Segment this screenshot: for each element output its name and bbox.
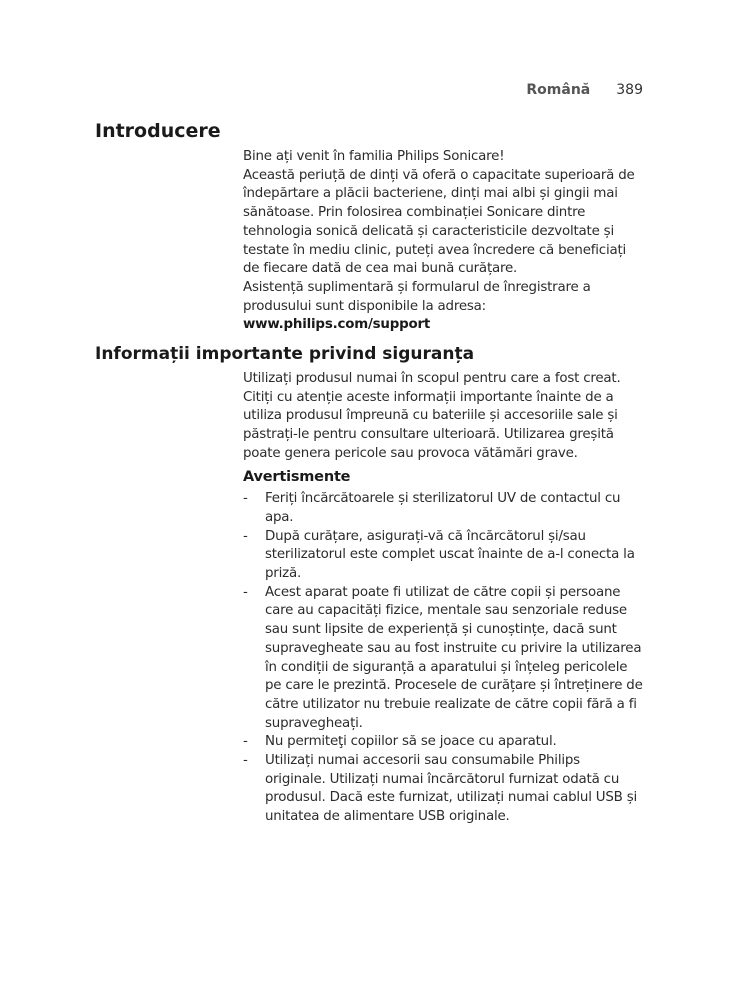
page-number: 389 [616, 82, 643, 98]
safety-section [243, 370, 643, 827]
bullet-dash: - [243, 753, 248, 769]
bullet-dash: - [243, 734, 248, 750]
list-item [243, 733, 643, 752]
intro-description: Această periuță de dinți vă oferă o capacitate superioară de îndepărtare a plăcii bacteriene, dinți mai albi și gingii mai sănătoase. Prin folosirea combinației Sonicare dintre tehnologia sonică delicată și caracteristicile dezvoltate și testate în mediu clinic, puteți avea încredere că beneficiați de fiecare dată de cea mai bună curățare. [243, 167, 635, 277]
language-label: Română [526, 82, 591, 98]
warning-text: Acest aparat poate fi utilizat de către copii și persoane care au capacități fizice, mentale sau senzoriale reduse sau sunt lipsite de experiență și cunoștințe, dacă sunt supravegheate sau au fost instruite cu privire la utilizarea în condiții de siguranță a aparatului și înțeleg pericolele pe care le prezintă. Procesele de curățare și întreținere de către utilizator nu trebuie realizate de către copii fără a fi supravegheați. [265, 584, 643, 731]
warnings-heading: Avertismente [243, 468, 351, 485]
safety-heading: Informații importante privind siguranța [95, 344, 475, 364]
intro-section [243, 148, 643, 335]
support-url-link[interactable]: www.philips.com/support [243, 317, 431, 333]
bullet-dash: - [243, 528, 248, 544]
list-item [243, 528, 643, 584]
warning-text: Feriți încărcătoarele și sterilizatorul UV de contactul cu apa. [265, 491, 621, 525]
list-item [243, 584, 643, 734]
warning-text: Utilizați numai accesorii sau consumabile Philips originale. Utilizați numai încărcătorul furnizat odată cu produsul. Dacă este furnizat, utilizați numai cablul USB și unitatea de alimentare USB originale. [265, 753, 638, 825]
warning-text: Nu permiteţi copiilor să se joace cu aparatul. [265, 734, 557, 750]
warnings-list [243, 490, 643, 827]
list-item [243, 490, 643, 527]
intro-support-info: Asistență suplimentară și formularul de înregistrare a produsului sunt disponibile la adresa: [243, 279, 591, 314]
bullet-dash: - [243, 491, 248, 507]
page-header [526, 82, 643, 98]
bullet-dash: - [243, 584, 248, 600]
warning-text: După curățare, asigurați-vă că încărcătorul și/sau sterilizatorul este complet uscat înainte de a-l conecta la priză. [265, 528, 635, 582]
list-item [243, 752, 643, 827]
safety-paragraph: Utilizați produsul numai în scopul pentru care a fost creat. Citiți cu atenție aceste informații importante înainte de a utiliza produsul împreună cu bateriile și accesoriile sale și păstrați-le pentru consultare ulterioară. Utilizarea greșită poate genera pericole sau provoca vătămări grave. [243, 371, 621, 461]
intro-welcome: Bine ați venit în familia Philips Sonicare! [243, 149, 505, 164]
intro-heading: Introducere [95, 120, 221, 142]
